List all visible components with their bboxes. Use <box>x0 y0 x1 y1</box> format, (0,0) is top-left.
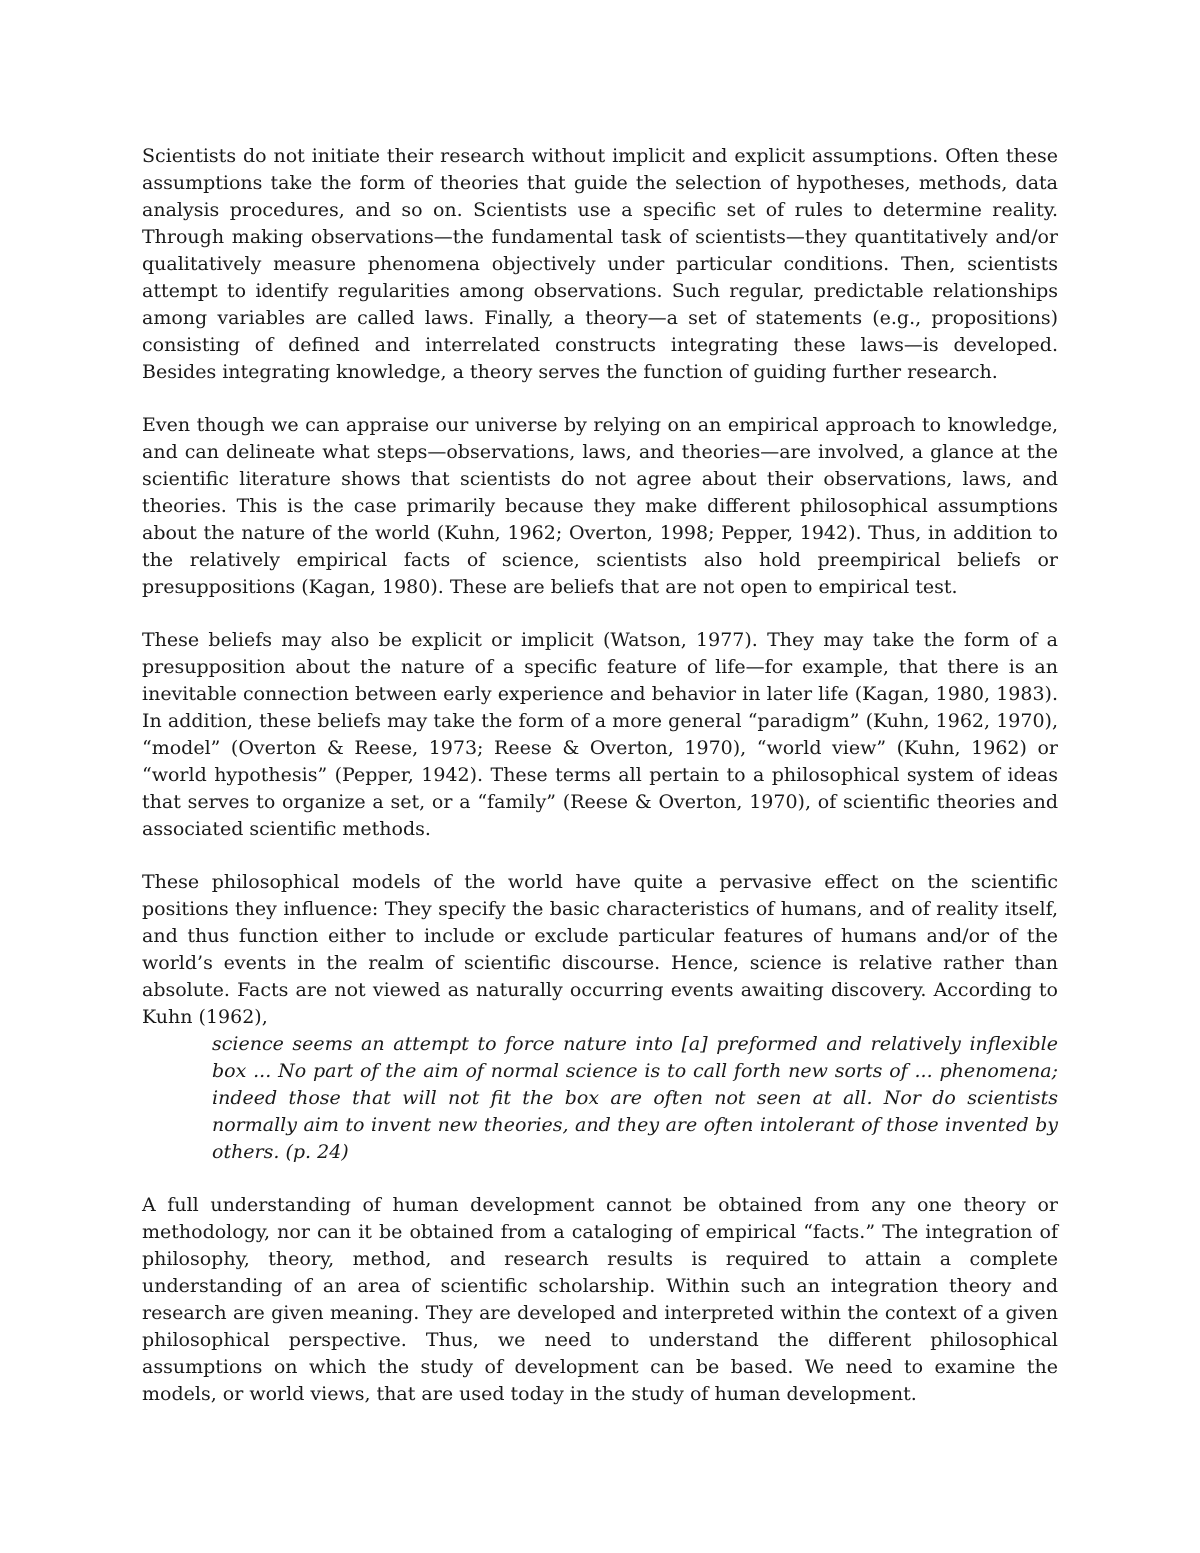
body-text <box>142 143 1058 1434</box>
paragraph-conclusion: A full understanding of human development cannot be obtained from any one theory or methodology, nor can it be obtained from a cataloging of empirical “facts.” The integration of philosophy, theory, method, and research results is required to attain a complete understanding of an area of scientific scholarship. Within such an integration theory and research are given meaning. They are developed and interpreted within the context of a given philosophical perspective. Thus, we need to understand the different philosophical assumptions on which the study of development can be based. We need to examine the models, or world views, that are used today in the study of human development. <box>142 1194 1058 1405</box>
paragraph-assumptions: Scientists do not initiate their research without implicit and explicit assumptions. Often these assumptions take the form of theories that guide the selection of hypotheses, methods, data analysis procedures, and so on. Scientists use a specific set of rules to determine reality. Through making observations—the fundamental task of scientists—they quantitatively and/or qualitatively measure phenomena objectively under particular conditions. Then, scientists attempt to identify regularities among observations. Such regular, predictable relationships among variables are called laws. Finally, a theory—a set of statements (e.g., propositions) consisting of defined and interrelated constructs integrating these laws—is developed. Besides integrating knowledge, a theory serves the function of guiding further research. <box>142 145 1058 383</box>
paragraph-beliefs: These beliefs may also be explicit or implicit (Watson, 1977). They may take the form of a presupposition about the nature of a specific feature of life—for example, that there is an inevitable connection between early experience and behavior in later life (Kagan, 1980, 1983). In addition, these beliefs may take the form of a more general “paradigm” (Kuhn, 1962, 1970), “model” (Overton & Reese, 1973; Reese & Overton, 1970), “world view” (Kuhn, 1962) or “world hypothesis” (Pepper, 1942). These terms all pertain to a philosophical system of ideas that serves to organize a set, or a “family” (Reese & Overton, 1970), of scientific theories and associated scientific methods. <box>142 629 1058 840</box>
paragraph-philosophical-models: These philosophical models of the world have quite a pervasive effect on the scientific positions they influence: They specify the basic characteristics of humans, and of reality itself, and thus function either to include or exclude particular features of humans and/or of the world’s events in the realm of scientific discourse. Hence, science is relative rather than absolute. Facts are not viewed as naturally occurring events awaiting discovery. According to Kuhn (1962), <box>142 871 1058 1028</box>
block-quote: science seems an attempt to force nature into [a] preformed and relatively inflexible box ... No part of the aim of normal science is to call forth new sorts of ... phenomena; indeed those that will not fit the box are often not seen at all. Nor do scientists normally aim to invent new theories, and they are often intolerant of those invented by others. (p. 24) <box>212 1033 1058 1163</box>
paragraph-empirical-approach: Even though we can appraise our universe by relying on an empirical approach to knowledge, and can delineate what steps—observations, laws, and theories—are involved, a glance at the scientific literature shows that scientists do not agree about their observations, laws, and theories. This is the case primarily because they make different philosophical assumptions about the nature of the world (Kuhn, 1962; Overton, 1998; Pepper, 1942). Thus, in addition to the relatively empirical facts of science, scientists also hold preempirical beliefs or presuppositions (Kagan, 1980). These are beliefs that are not open to empirical test. <box>142 414 1058 598</box>
